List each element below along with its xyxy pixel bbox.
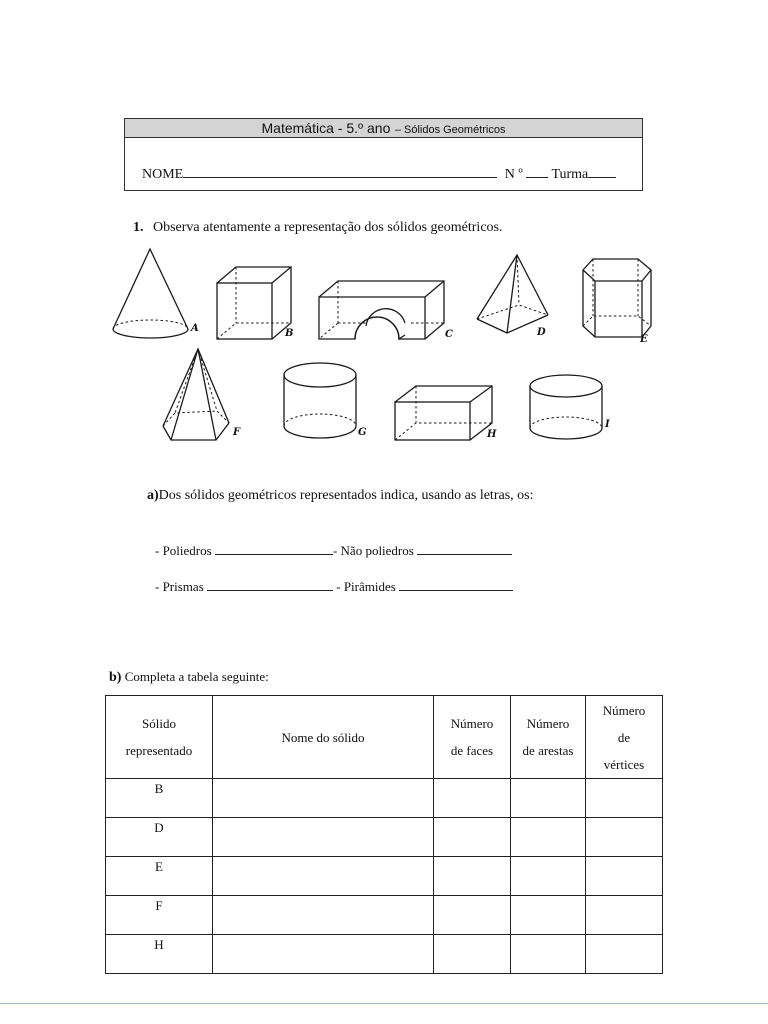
turma-field[interactable] <box>588 165 616 178</box>
cell-faces[interactable] <box>434 857 511 896</box>
label-d: D <box>537 327 546 338</box>
header-title: Matemática - 5.º ano <box>261 120 391 136</box>
header-faces: Número de faces <box>434 696 511 779</box>
cell-nome[interactable] <box>213 896 434 935</box>
numero-label: N º <box>504 167 523 182</box>
label-a: A <box>191 323 199 334</box>
cell-vertices[interactable] <box>586 896 663 935</box>
header-box <box>124 118 643 191</box>
cell-arestas[interactable] <box>511 857 586 896</box>
question-a <box>147 488 533 504</box>
header-solido: Sólido representado <box>106 696 213 779</box>
cell-arestas[interactable] <box>511 935 586 974</box>
prismas-field[interactable] <box>207 578 333 591</box>
row-letter: B <box>106 779 213 818</box>
solid-g-cylinder <box>284 363 367 438</box>
turma-label: Turma <box>551 167 589 182</box>
numero-field[interactable] <box>526 165 548 178</box>
header-arestas: Número de arestas <box>511 696 586 779</box>
label-g: G <box>358 427 367 438</box>
nao-poliedros-label: - Não poliedros <box>332 543 414 558</box>
cell-faces[interactable] <box>434 779 511 818</box>
nome-label: NOME <box>142 167 184 182</box>
cell-vertices[interactable] <box>586 857 663 896</box>
label-c: C <box>445 329 453 340</box>
row-letter: H <box>106 935 213 974</box>
table-header-row <box>106 696 663 779</box>
solid-b-cube <box>217 267 293 339</box>
label-e: E <box>640 334 648 345</box>
cell-faces[interactable] <box>434 896 511 935</box>
prismas-row <box>155 578 513 595</box>
poliedros-row <box>155 542 512 559</box>
cell-faces[interactable] <box>434 818 511 857</box>
row-letter: D <box>106 818 213 857</box>
row-letter: E <box>106 857 213 896</box>
cell-vertices[interactable] <box>586 818 663 857</box>
cell-vertices[interactable] <box>586 779 663 818</box>
solid-d-pyramid <box>477 255 548 338</box>
nome-field[interactable] <box>183 165 497 178</box>
question-a-label: a) <box>147 488 159 503</box>
solid-e-hex-prism <box>583 259 651 345</box>
page-bottom-divider <box>0 1003 768 1004</box>
cell-nome[interactable] <box>213 857 434 896</box>
header-vertices: Número de vértices <box>586 696 663 779</box>
piramides-label: - Pirâmides <box>336 579 396 594</box>
label-f: F <box>233 427 241 438</box>
solids-illustration <box>105 243 665 448</box>
solid-f-hex-pyramid <box>163 349 241 440</box>
label-b: B <box>285 328 294 339</box>
cell-arestas[interactable] <box>511 896 586 935</box>
header-nome: Nome do sólido <box>213 696 434 779</box>
question-b-label: b) <box>109 670 122 685</box>
cell-nome[interactable] <box>213 818 434 857</box>
cell-arestas[interactable] <box>511 779 586 818</box>
prismas-label: - Prismas <box>155 579 204 594</box>
label-i: I <box>605 419 610 430</box>
poliedros-field[interactable] <box>215 542 333 555</box>
table-row <box>106 857 663 896</box>
cell-arestas[interactable] <box>511 818 586 857</box>
solids-table <box>105 695 663 974</box>
question-1 <box>133 220 502 236</box>
table-row <box>106 818 663 857</box>
cell-vertices[interactable] <box>586 935 663 974</box>
cell-nome[interactable] <box>213 935 434 974</box>
nao-poliedros-field[interactable] <box>417 542 512 555</box>
cell-faces[interactable] <box>434 935 511 974</box>
cell-nome[interactable] <box>213 779 434 818</box>
table-row <box>106 896 663 935</box>
piramides-field[interactable] <box>399 578 513 591</box>
row-letter: F <box>106 896 213 935</box>
solid-c-arch-prism <box>319 281 453 340</box>
question-a-text: Dos sólidos geométricos representados indica, usando as letras, os: <box>158 488 534 503</box>
question-b-text: Completa a tabela seguinte: <box>124 669 269 684</box>
student-info-row <box>142 165 616 183</box>
solid-i-cylinder <box>530 375 610 439</box>
poliedros-label: - Poliedros <box>155 543 212 558</box>
question-1-text: Observa atentamente a representação dos sólidos geométricos. <box>153 220 503 235</box>
solid-h-box <box>395 386 497 440</box>
header-title-bar <box>125 119 642 138</box>
label-h: H <box>487 429 497 440</box>
table-row <box>106 779 663 818</box>
header-subtitle: – Sólidos Geométricos <box>394 124 506 136</box>
table-row <box>106 935 663 974</box>
question-b <box>109 669 269 686</box>
solid-a-cone <box>113 249 199 338</box>
question-1-number: 1. <box>133 220 144 235</box>
